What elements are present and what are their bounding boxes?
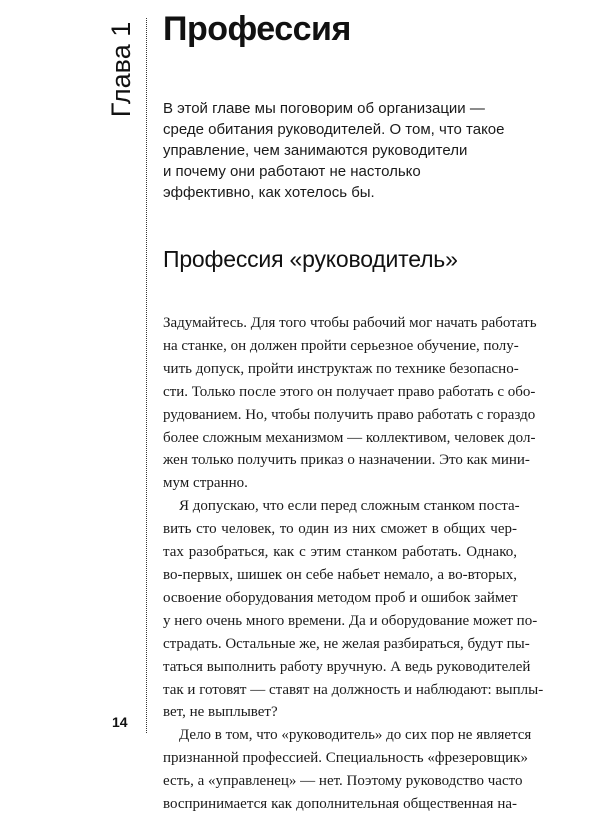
paragraph-line: Я допускаю, что если перед сложным станком поста- — [179, 498, 520, 515]
vertical-divider — [146, 18, 147, 733]
paragraph-line: чить допуск, пройти инструктаж по технике безопасно- — [163, 360, 519, 377]
section-heading: Профессия «руководитель» — [163, 246, 458, 272]
paragraph-line: у него очень много времени. Да и оборудование может по- — [163, 612, 538, 629]
page-title: Профессия — [163, 10, 351, 48]
body-text — [163, 312, 544, 816]
paragraph-line: во-первых, шишек он себе набьет немало, а во-вторых, — [163, 566, 517, 583]
paragraph-line: так и готовят — ставят на должность и наблюдают: выплы- — [163, 681, 544, 698]
chapter-label-text: Глава 1 — [106, 21, 137, 117]
paragraph-line: таться выполнить работу вручную. А ведь руководителей — [163, 658, 531, 675]
intro-line: эффективно, как хотелось бы. — [163, 184, 375, 201]
paragraph-line: воспринимается как дополнительная общественная на- — [163, 796, 517, 813]
intro-line: В этой главе мы поговорим об организации — — [163, 100, 485, 117]
paragraph-line: вет, не выплывет? — [163, 704, 278, 721]
paragraph-line: вить сто человек, то один из них сможет в общих чер- — [163, 521, 517, 538]
paragraph-line: мум странно. — [163, 475, 248, 492]
chapter-label — [107, 18, 137, 120]
intro-line: управление, чем занимаются руководители — [163, 142, 468, 159]
paragraph-line: есть, а «управленец» — нет. Поэтому руководство часто — [163, 773, 523, 790]
paragraph-line: признанной профессией. Специальность «фрезеровщик» — [163, 750, 528, 767]
chapter-intro — [163, 98, 505, 203]
paragraph-line: жен только получить приказ о назначении. Это как мини- — [163, 452, 530, 469]
paragraph-line: сти. Только после этого он получает право работать с обо- — [163, 383, 536, 400]
paragraph-line: Дело в том, что «руководитель» до сих пор не является — [179, 727, 532, 744]
page-number: 14 — [112, 714, 128, 730]
paragraph-line: Задумайтесь. Для того чтобы рабочий мог начать работать — [163, 315, 537, 331]
paragraph-line: тах разобраться, как с этим станком работать. Однако, — [163, 544, 517, 561]
paragraph-line: на станке, он должен пройти серьезное обучение, полу- — [163, 337, 519, 354]
intro-line: среде обитания руководителей. О том, что такое — [163, 121, 505, 138]
paragraph-line: страдать. Остальные же, не желая разбираться, будут пы- — [163, 635, 530, 652]
paragraph-line: рудованием. Но, чтобы получить право работать с гораздо — [163, 406, 536, 423]
paragraph-line: более сложным механизмом — коллективом, человек дол- — [163, 429, 536, 446]
paragraph-line: освоение оборудования методом проб и ошибок займет — [163, 589, 518, 606]
intro-line: и почему они работают не настолько — [163, 163, 421, 180]
